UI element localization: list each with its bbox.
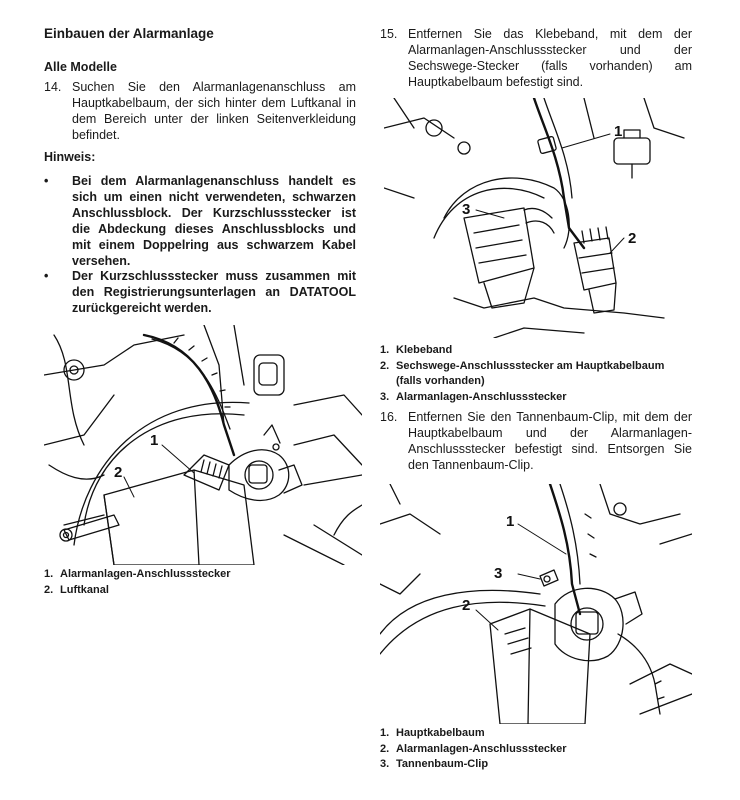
step-16: [380, 409, 692, 473]
figure-1-callout-2: 2: [114, 464, 123, 481]
legend-item: 2. Alarmanlagen-Anschlussstecker: [380, 742, 567, 755]
figure-3-legend: [380, 726, 567, 773]
figure-3-illustration: [380, 484, 692, 724]
legend-item: 2. Luftkanal: [44, 583, 109, 596]
bullet-symbol: •: [44, 174, 49, 188]
figure-3-callout-1: 1: [506, 513, 515, 530]
step-text: Entfernen Sie den Tannenbaum-Clip, mit dem der Hauptkabelbaum und der Alarmanlagen-Anschlussstecker befestigt sind. Entsorgen Sie den Tannenbaum-Clip.: [408, 410, 692, 472]
step-14: [44, 79, 356, 143]
note-bullet-2: [44, 268, 356, 316]
section-subtitle: Alle Modelle: [44, 60, 117, 74]
legend-item: 1. Klebeband: [380, 344, 453, 356]
section-title: Einbauen der Alarmanlage: [44, 26, 214, 41]
legend-item: 3. Alarmanlagen-Anschlussstecker: [380, 390, 567, 403]
figure-3-callout-3: 3: [494, 565, 503, 582]
figure-1-legend: [44, 567, 231, 598]
figure-2-callout-1: 1: [614, 123, 623, 140]
bullet-symbol: •: [44, 269, 49, 283]
note-bullet-1: [44, 173, 356, 269]
figure-1-illustration: [44, 325, 362, 565]
step-number: 14.: [44, 80, 62, 94]
step-number: 16.: [380, 410, 398, 424]
note-heading: Hinweis:: [44, 150, 96, 164]
legend-item: 2. Sechswege-Anschlussstecker am Hauptkabelbaum (falls vorhanden): [380, 359, 665, 387]
step-number: 15.: [380, 27, 398, 41]
bullet-text: Der Kurzschlussstecker muss zusammen mit den Registrierungsunterlagen an DATATOOL zurückgereicht werden.: [72, 269, 356, 315]
step-text: Entfernen Sie das Klebeband, mit dem der Alarmanlagen-Anschlussstecker und der Sechswege-Stecker (falls vorhanden) am Hauptkabelbaum befestigt sind.: [408, 27, 692, 89]
figure-2-illustration: [384, 98, 692, 338]
step-15: [380, 26, 692, 90]
legend-item: 3. Tannenbaum-Clip: [380, 758, 489, 770]
legend-item: 1. Alarmanlagen-Anschlussstecker: [44, 568, 231, 580]
figure-2-legend: [380, 343, 690, 405]
figure-3-callout-2: 2: [462, 597, 471, 614]
legend-item: 1. Hauptkabelbaum: [380, 727, 485, 739]
figure-2-callout-3: 3: [462, 201, 471, 218]
bullet-text: Bei dem Alarmanlagenanschluss handelt es sich um einen nicht verwendeten, schwarzen Anschlussblock. Der Kurzschlussstecker ist die Abdeckung dieses Anschlussblocks und mit einem Doppelring aus schwarzem Kabel versehen.: [72, 174, 356, 268]
figure-2-callout-2: 2: [628, 230, 637, 247]
figure-1-callout-1: 1: [150, 432, 159, 449]
step-text: Suchen Sie den Alarmanlagenanschluss am Hauptkabelbaum, der sich hinter dem Luftkanal in dem Bereich unter der linken Seitenverkleidung befindet.: [72, 80, 356, 142]
